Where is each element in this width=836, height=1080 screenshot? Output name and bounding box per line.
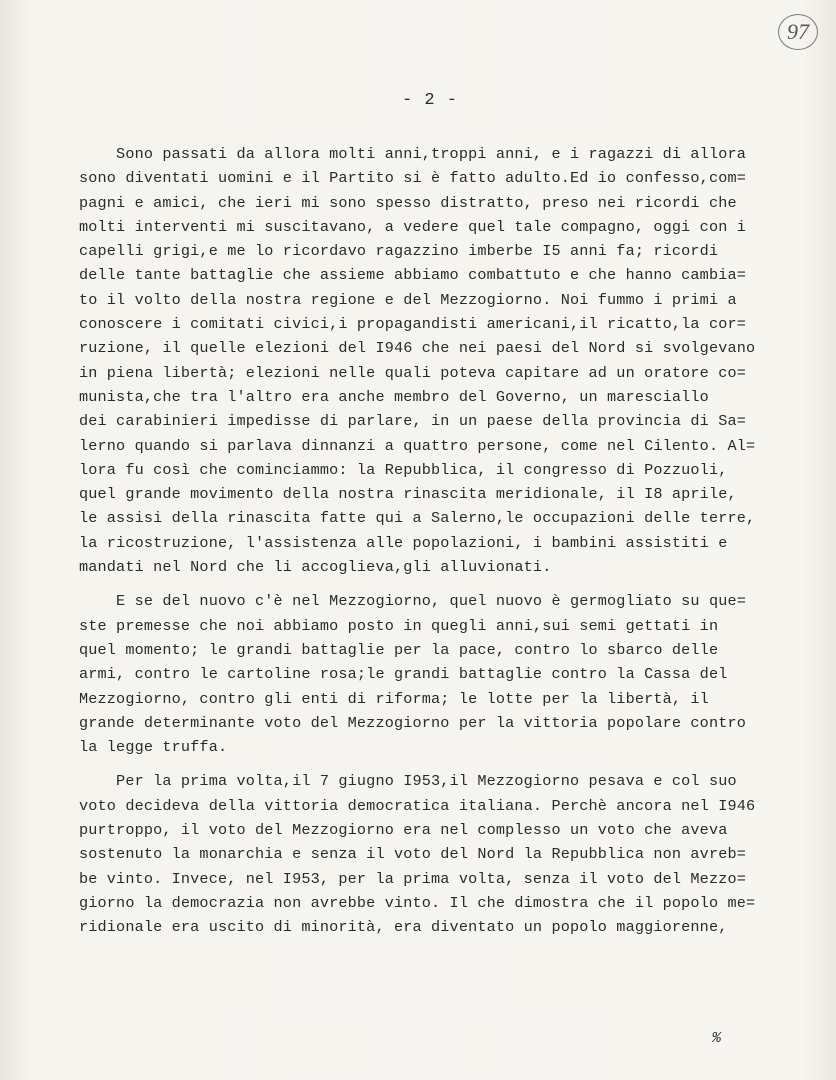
text-line: dei carabinieri impedisse di parlare, in un paese della provincia di Sa=: [79, 412, 747, 431]
paragraph-1: [79, 142, 779, 579]
text-line: lerno quando si parlava dinnanzi a quattro persone, come nel Cilento. Al=: [79, 436, 756, 455]
text-line: purtroppo, il voto del Mezzogiorno era nel complesso un voto che aveva: [79, 821, 728, 840]
text-line: grande determinante voto del Mezzogiorno per la vittoria popolare contro: [79, 713, 747, 732]
footer-mark: %: [712, 1030, 722, 1047]
text-line: voto decideva della vittoria democratica italiana. Perchè ancora nel I946: [79, 796, 756, 815]
text-line: be vinto. Invece, nel I953, per la prima volta, senza il voto del Mezzo=: [79, 869, 747, 888]
text-line: Sono passati da allora molti anni,troppi anni, e i ragazzi di allora: [79, 145, 747, 163]
archive-number-stamp: 97: [778, 14, 818, 50]
page-number: - 2 -: [401, 91, 458, 110]
text-line: to il volto della nostra regione e del Mezzogiorno. Noi fummo i primi a: [79, 290, 737, 309]
text-line: pagni e amici, che ieri mi sono spesso distratto, preso nei ricordi che: [79, 193, 737, 212]
text-line: sostenuto la monarchia e senza il voto del Nord la Repubblica non avreb=: [79, 845, 747, 864]
text-line: sono diventati uomini e il Partito si è fatto adulto.Ed io confesso,com=: [79, 169, 747, 188]
text-line: quel grande movimento della nostra rinascita meridionale, il I8 aprile,: [79, 485, 737, 504]
paragraph-2: [79, 589, 779, 759]
text-line: ridionale era uscito di minorità, era diventato un popolo maggiorenne,: [79, 918, 728, 937]
text-line: mandati nel Nord che li accoglieva,gli alluvionati.: [79, 558, 552, 577]
text-line: E se del nuovo c'è nel Mezzogiorno, quel nuovo è germogliato su que=: [79, 592, 747, 611]
text-line: in piena libertà; elezioni nelle quali poteva capitare ad un oratore co=: [79, 363, 747, 382]
text-line: la legge truffa.: [79, 738, 228, 757]
text-line: quel momento; le grandi battaglie per la pace, contro lo sbarco delle: [79, 640, 719, 659]
document-body: [79, 142, 779, 940]
text-line: la ricostruzione, l'assistenza alle popolazioni, i bambini assistiti e: [79, 533, 728, 552]
text-line: ste premesse che noi abbiamo posto in quegli anni,sui semi gettati in: [79, 616, 719, 635]
text-line: ruzione, il quelle elezioni del I946 che nei paesi del Nord si svolgevano: [79, 339, 756, 358]
text-line: conoscere i comitati civici,i propagandisti americani,il ricatto,la cor=: [79, 315, 747, 334]
text-line: molti interventi mi suscitavano, a vedere quel tale compagno, oggi con i: [79, 217, 747, 236]
text-line: delle tante battaglie che assieme abbiamo combattuto e che hanno cambia=: [79, 266, 747, 285]
text-line: munista,che tra l'altro era anche membro del Governo, un maresciallo: [79, 387, 709, 406]
text-line: Mezzogiorno, contro gli enti di riforma; le lotte per la libertà, il: [79, 689, 709, 708]
text-line: Per la prima volta,il 7 giugno I953,il Mezzogiorno pesava e col suo: [79, 772, 737, 791]
text-line: capelli grigi,e me lo ricordavo ragazzino imberbe I5 anni fa; ricordi: [79, 242, 719, 261]
text-line: lora fu così che cominciammo: la Repubblica, il congresso di Pozzuoli,: [79, 460, 728, 479]
text-line: le assisi della rinascita fatte qui a Salerno,le occupazioni delle terre,: [79, 509, 756, 528]
text-line: giorno la democrazia non avrebbe vinto. Il che dimostra che il popolo me=: [79, 893, 756, 912]
text-line: armi, contro le cartoline rosa;le grandi battaglie contro la Cassa del: [79, 665, 728, 684]
paragraph-3: [79, 769, 779, 939]
